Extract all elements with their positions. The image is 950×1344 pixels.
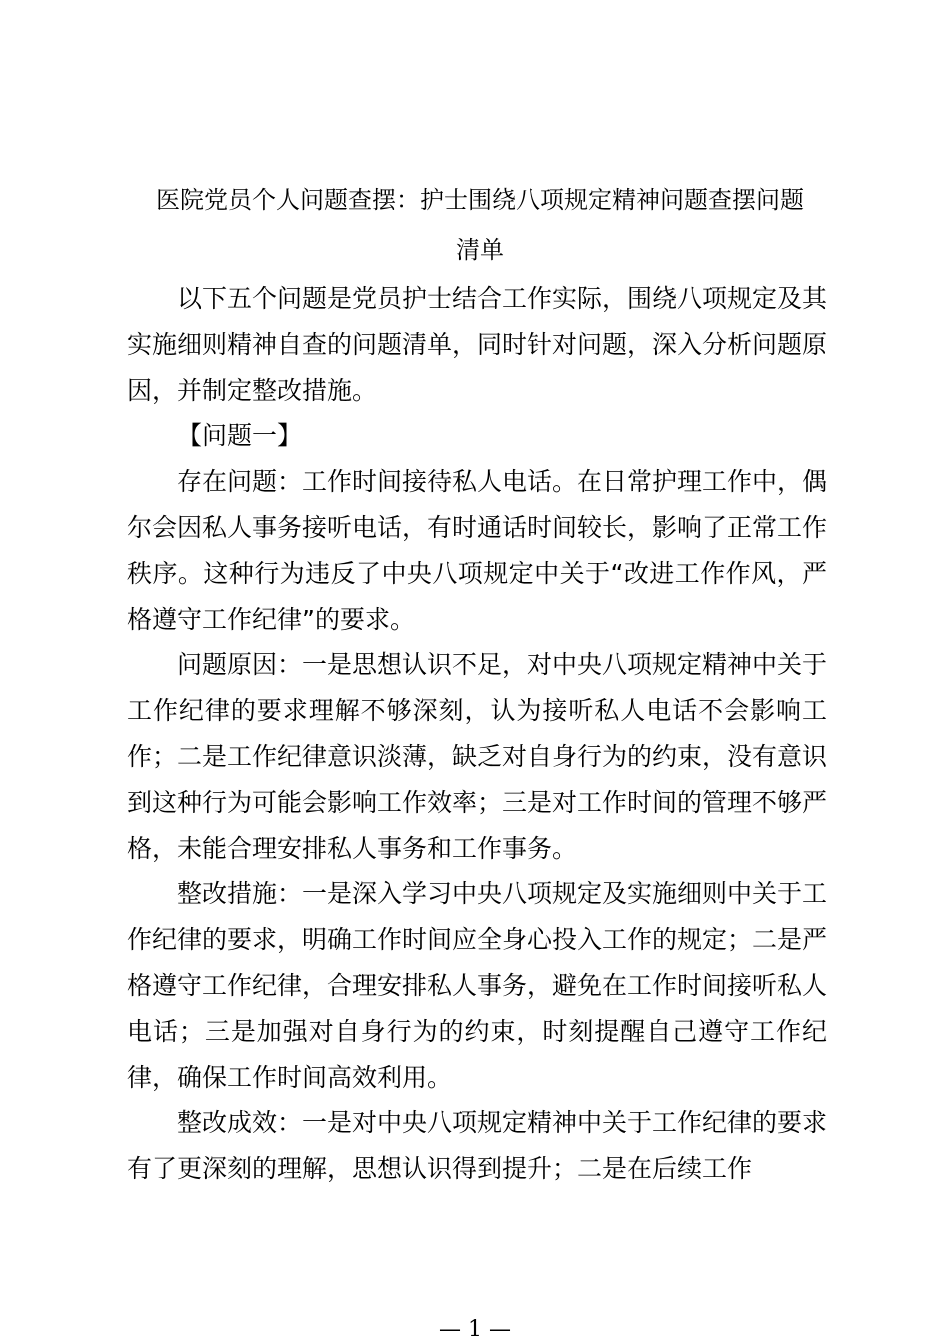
document-title-line-1: 医院党员个人问题查摆：护士围绕八项规定精神问题查摆问题 xyxy=(156,186,804,214)
document-title-line-2: 清单 xyxy=(456,236,504,264)
rectification-measures-paragraph: 整改措施：一是深入学习中央八项规定及实施细则中关于工作纪律的要求，明确工作时间应全身心投入工作的规定；二是严格遵守工作纪律，合理安排私人事务，避免在工作时间接听私人电话；三是加强对自身行为的约束，时刻提醒自己遵守工作纪律，确保工作时间高效利用。 xyxy=(127,879,828,1092)
rectification-results-paragraph: 整改成效：一是对中央八项规定精神中关于工作纪律的要求有了更深刻的理解，思想认识得到提升；二是在后续工作 xyxy=(127,1108,828,1184)
existing-problem-paragraph: 存在问题：工作时间接待私人电话。在日常护理工作中，偶尔会因私人事务接听电话，有时通话时间较长，影响了正常工作秩序。这种行为违反了中央八项规定中关于“改进工作作风，严格遵守工作纪律”的要求。 xyxy=(127,467,828,634)
intro-paragraph: 以下五个问题是党员护士结合工作实际，围绕八项规定及其实施细则精神自查的问题清单，同时针对问题，深入分析问题原因，并制定整改措施。 xyxy=(127,284,828,405)
page-number: — 1 — xyxy=(439,1317,511,1342)
section-heading-problem-1: 【问题一】 xyxy=(177,421,303,451)
problem-cause-paragraph: 问题原因：一是思想认识不足，对中央八项规定精神中关于工作纪律的要求理解不够深刻，认为接听私人电话不会影响工作；二是工作纪律意识淡薄，缺乏对自身行为的约束，没有意识到这种行为可能会影响工作效率；三是对工作时间的管理不够严格，未能合理安排私人事务和工作事务。 xyxy=(127,650,828,863)
document-body xyxy=(127,276,827,1192)
